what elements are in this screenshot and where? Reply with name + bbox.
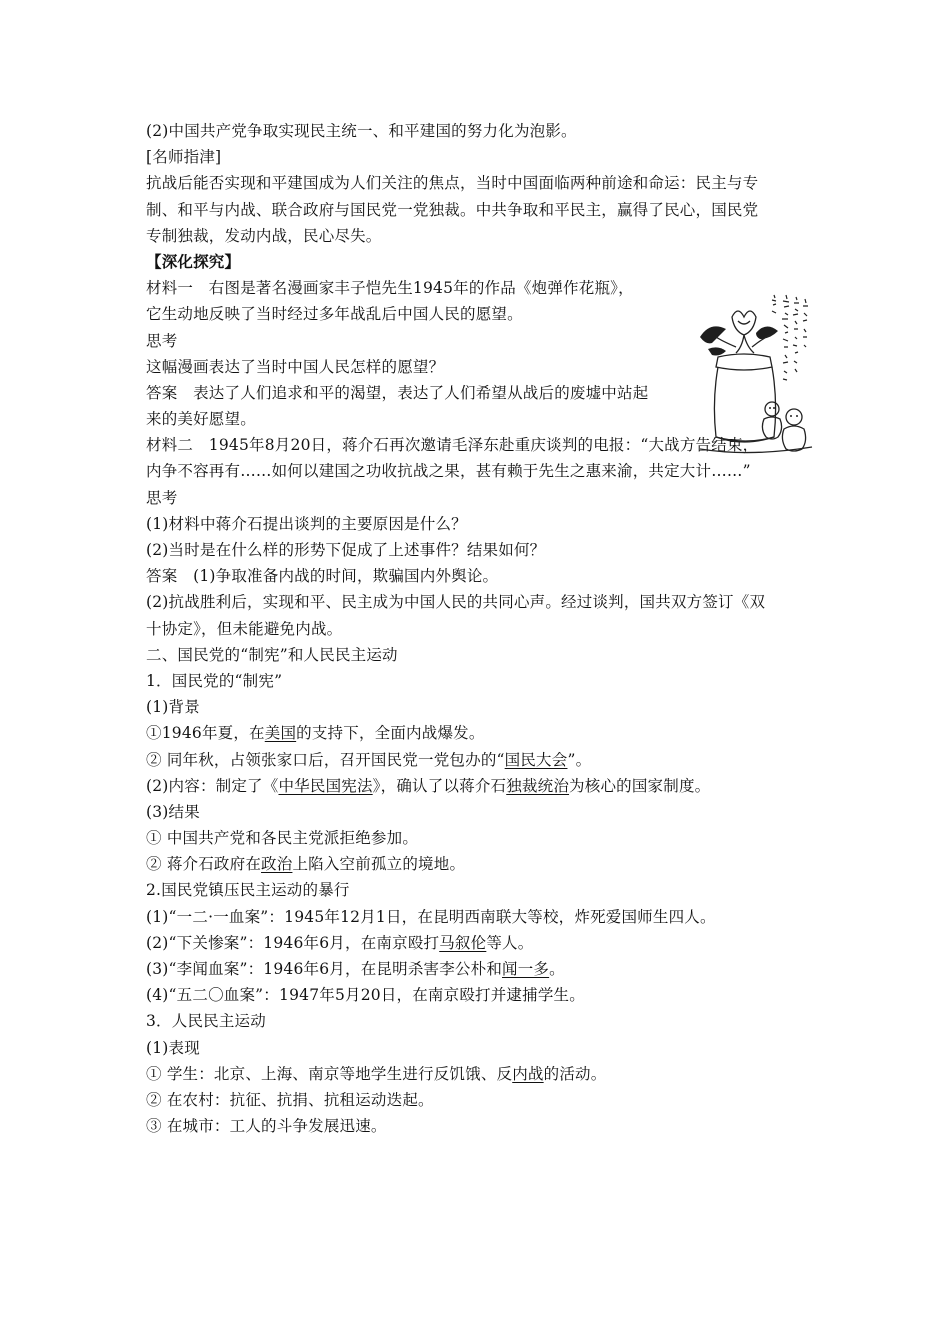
- material2-line: 内争不容再有……如何以建国之功收抗战之果，甚有赖于先生之惠来渝，共定大计……”: [146, 462, 751, 481]
- text-line: (2)中国共产党争取实现民主统一、和平建国的努力化为泡影。: [146, 122, 577, 140]
- tip-heading: [名师指津]: [146, 148, 222, 167]
- fill-answer: 中华民国宪法: [278, 776, 373, 795]
- fill-answer: 内战: [512, 1064, 544, 1083]
- list-item: ① 学生：北京、上海、南京等地学生进行反饥饿、反内战的活动。: [146, 1064, 607, 1083]
- answer-line: (2)抗战胜利后，实现和平、民主成为中国人民的共同心声。经过谈判，国共双方签订《双: [146, 593, 766, 612]
- question: (1)材料中蒋介石提出谈判的主要原因是什么？: [146, 514, 467, 533]
- list-item: ② 同年秋，占领张家口后，召开国民党一党包办的“国民大会”。: [146, 750, 592, 769]
- subsection-heading: 1．国民党的“制宪”: [146, 671, 283, 690]
- list-item: (4)“五二〇血案”：1947年5月20日，在南京殴打并逮捕学生。: [146, 986, 585, 1005]
- list-item: ② 蒋介石政府在政治上陷入空前孤立的境地。: [146, 855, 466, 874]
- text-line: 专制独裁，发动内战，民心尽失。: [146, 226, 382, 245]
- fill-answer: 闻一多: [502, 960, 550, 978]
- question: 这幅漫画表达了当时中国人民怎样的愿望？: [146, 357, 445, 376]
- list-item: ③ 在城市：工人的斗争发展迅速。: [146, 1117, 387, 1136]
- cartoon-shell-vase-image: [694, 287, 816, 459]
- list-item: ①1946年夏，在美国的支持下，全面内战爆发。: [146, 724, 485, 743]
- item-heading: (3)结果: [146, 802, 200, 821]
- think-label: 思考: [146, 331, 178, 350]
- fill-answer: 独裁统治: [506, 776, 570, 795]
- section-title: 二、国民党的“制宪”和人民民主运动: [146, 645, 398, 664]
- text-line: 制、和平与内战、联合政府与国民党一党独裁。中共争取和平民主，赢得了民心，国民党: [146, 200, 759, 219]
- fill-answer: 国民大会: [504, 750, 568, 769]
- material1-line: 它生动地反映了当时经过多年战乱后中国人民的愿望。: [146, 305, 523, 324]
- fill-answer: 马叙伦: [439, 933, 487, 952]
- answer-line: 答案 表达了人们追求和平的渴望，表达了人们希望从战后的废墟中站起: [146, 383, 649, 402]
- deep-inquiry-heading: 【深化探究】: [146, 251, 241, 271]
- list-item: (1)“一二·一血案”：1945年12月1日，在昆明西南联大等校，炸死爱国师生四人。: [146, 907, 716, 926]
- list-item: (3)“李闻血案”：1946年6月，在昆明杀害李公朴和闻一多。: [146, 960, 565, 978]
- document-body: [146, 118, 814, 1139]
- fill-answer: 政治: [261, 855, 293, 874]
- question: (2)当时是在什么样的形势下促成了上述事件？结果如何？: [146, 541, 546, 559]
- subsection-heading: 2.国民党镇压民主运动的暴行: [146, 881, 350, 900]
- list-item: (2)“下关惨案”：1946年6月，在南京殴打马叙伦等人。: [146, 933, 534, 952]
- subsection-heading: 3．人民民主运动: [146, 1012, 266, 1031]
- fill-answer: 美国: [264, 724, 297, 743]
- answer-line: 来的美好愿望。: [146, 410, 256, 429]
- list-item: ① 中国共产党和各民主党派拒绝参加。: [146, 829, 419, 848]
- material2-line: 材料二 1945年8月20日，蒋介石再次邀请毛泽东赴重庆谈判的电报：“大战方告结束，: [146, 436, 759, 455]
- list-item: ② 在农村：抗征、抗捐、抗租运动迭起。: [146, 1090, 434, 1109]
- answer-line: 十协定》，但未能避免内战。: [146, 619, 343, 638]
- text-line: 抗战后能否实现和平建国成为人们关注的焦点，当时中国面临两种前途和命运：民主与专: [146, 174, 759, 193]
- item-heading: (1)表现: [146, 1038, 200, 1057]
- think-label: 思考: [146, 488, 178, 507]
- item-heading: (1)背景: [146, 698, 200, 717]
- material1-line: 材料一 右图是著名漫画家丰子恺先生1945年的作品《炮弹作花瓶》，: [146, 279, 634, 298]
- list-item: (2)内容：制定了《中华民国宪法》，确认了以蒋介石独裁统治为核心的国家制度。: [146, 776, 711, 795]
- answer-line: 答案 (1)争取准备内战的时间，欺骗国内外舆论。: [146, 567, 499, 586]
